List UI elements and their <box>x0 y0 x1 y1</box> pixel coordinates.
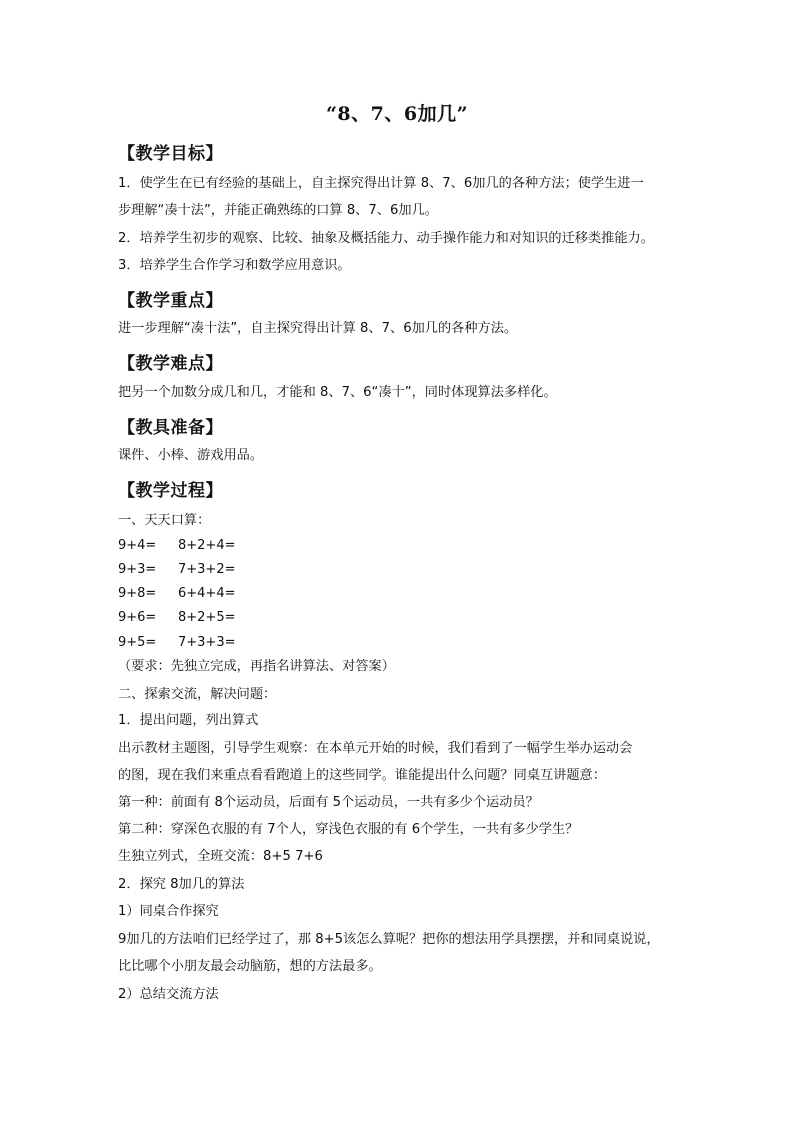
sub-step-1: 1．提出问题，列出算式 <box>118 713 259 728</box>
question-2: 第二种：穿深色衣服的有 7个人，穿浅色衣服的有 6个学生，一共有多少学生？ <box>118 822 579 837</box>
sub-step-2-1: 1）同桌合作探究 <box>118 904 219 919</box>
paragraph-1-line-1: 出示教材主题图，引导学生观察：在本单元开始的时候，我们看到了一幅学生举办运动会 <box>118 741 633 756</box>
step-2-heading: 二、探索交流，解决问题： <box>118 687 277 702</box>
heading-teaching-process: 【教学过程】 <box>118 481 223 501</box>
heading-teaching-tools: 【教具准备】 <box>118 418 223 438</box>
heading-teaching-focus: 【教学重点】 <box>118 291 223 311</box>
paragraph-2-line-2: 比比哪个小朋友最会动脑筋，想的方法最多。 <box>118 959 382 974</box>
goal-1-line-2: 步理解“凑十法”，并能正确熟练的口算 8、7、6加几。 <box>118 203 438 218</box>
requirement-note: （要求：先独立完成，再指名讲算法、对答案） <box>118 659 395 674</box>
formula-line: 生独立列式，全班交流：8+5 7+6 <box>118 849 323 864</box>
goal-2: 2．培养学生初步的观察、比较、抽象及概括能力、动手操作能力和对知识的迁移类推能力。 <box>118 231 654 246</box>
calc-left: 9+8= <box>118 586 157 601</box>
calc-right: 7+3+3= <box>178 635 236 650</box>
step-1-heading: 一、天天口算： <box>118 513 211 528</box>
paragraph-1-line-2: 的图，现在我们来重点看看跑道上的这些同学。谁能提出什么问题？同桌互讲题意： <box>118 768 606 783</box>
page-title: “8、7、6加几” <box>325 103 469 125</box>
heading-teaching-difficulty: 【教学难点】 <box>118 354 223 374</box>
paragraph-2-line-1: 9加几的方法咱们已经学过了，那 8+5该怎么算呢？把你的想法用学具摆摆，并和同桌说说， <box>118 932 660 947</box>
tools-text: 课件、小棒、游戏用品。 <box>118 448 264 463</box>
goal-3: 3．培养学生合作学习和数学应用意识。 <box>118 258 351 273</box>
calc-right: 7+3+2= <box>178 562 236 577</box>
calc-left: 9+5= <box>118 635 157 650</box>
sub-step-2: 2．探究 8加几的算法 <box>118 877 245 892</box>
sub-step-2-2: 2）总结交流方法 <box>118 987 219 1002</box>
focus-text: 进一步理解“凑十法”，自主探究得出计算 8、7、6加几的各种方法。 <box>118 321 518 336</box>
calc-right: 6+4+4= <box>178 586 236 601</box>
goal-1-line-1: 1．使学生在已有经验的基础上，自主探究得出计算 8、7、6加几的各种方法；使学生进一 <box>118 176 644 191</box>
calc-right: 8+2+5= <box>178 610 236 625</box>
heading-teaching-goals: 【教学目标】 <box>118 144 223 164</box>
question-1: 第一种：前面有 8个运动员，后面有 5个运动员，一共有多少个运动员？ <box>118 795 539 810</box>
calc-left: 9+6= <box>118 610 157 625</box>
calc-left: 9+3= <box>118 562 157 577</box>
calc-right: 8+2+4= <box>178 538 236 553</box>
calc-left: 9+4= <box>118 538 157 553</box>
difficulty-text: 把另一个加数分成几和几，才能和 8、7、6“凑十”，同时体现算法多样化。 <box>118 385 557 400</box>
